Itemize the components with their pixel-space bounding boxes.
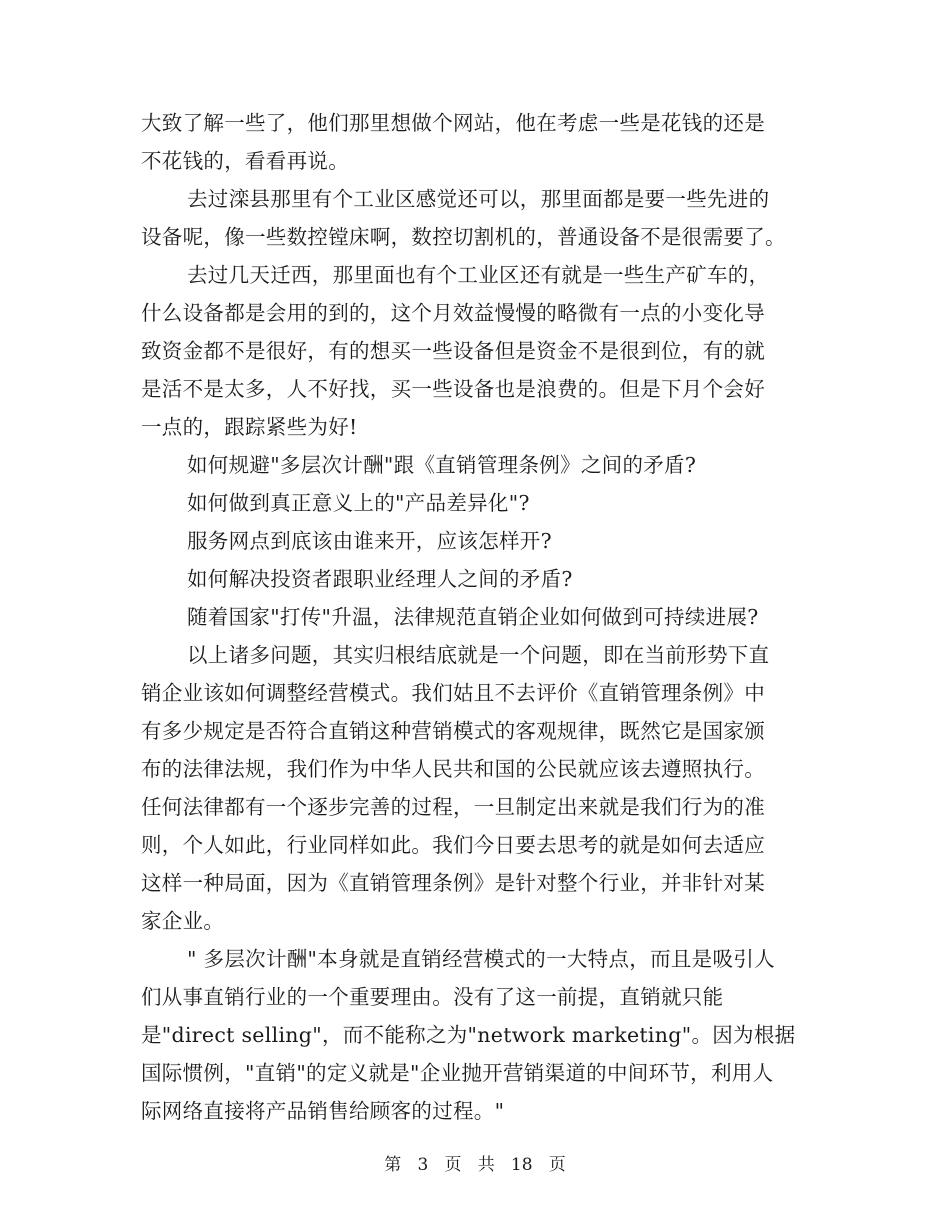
text-line: 致资金都不是很好，有的想买一些设备但是资金不是很到位，有的就 [141, 339, 765, 363]
question-line: 如何做到真正意义上的"产品差异化"? [187, 491, 530, 515]
text-line: 有多少规定是否符合直销这种营销模式的客观规律，既然它是国家颁 [141, 719, 765, 743]
text-line: 们从事直销行业的一个重要理由。没有了这一前提，直销就只能 [141, 985, 724, 1009]
text-line: 布的法律法规，我们作为中华人民共和国的公民就应该去遵照执行。 [141, 757, 765, 781]
footer-page-word: 页 [444, 1155, 462, 1175]
total-pages-number: 18 [510, 1155, 533, 1175]
footer-total-word: 共 [477, 1155, 495, 1175]
text-line: 是"direct selling"，而不能称之为"network marketing"。因为根据 [141, 1023, 796, 1047]
paragraph-start-line: 去过几天迁西，那里面也有个工业区还有就是一些生产矿车的， [187, 263, 770, 287]
paragraph-start-line: " 多层次计酬"本身就是直销经营模式的一大特点，而且是吸引人 [187, 947, 775, 971]
text-line: 国际惯例，"直销"的定义就是"企业抛开营销渠道的中间环节，利用人 [141, 1061, 774, 1085]
text-line: 销企业该如何调整经营模式。我们姑且不去评价《直销管理条例》中 [141, 681, 765, 705]
text-line: 这样一种局面，因为《直销管理条例》是针对整个行业，并非针对某 [141, 871, 765, 895]
text-line: 是活不是太多，人不好找，买一些设备也是浪费的。但是下月个会好 [141, 377, 765, 401]
question-line: 如何规避"多层次计酬"跟《直销管理条例》之间的矛盾? [187, 453, 697, 477]
text-line: 不花钱的，看看再说。 [141, 149, 349, 173]
text-line: 设备呢，像一些数控镗床啊，数控切割机的，普通设备不是很需要了。 [141, 225, 786, 249]
text-line: 则，个人如此，行业同样如此。我们今日要去思考的就是如何去适应 [141, 833, 765, 857]
text-line: 大致了解一些了，他们那里想做个网站，他在考虑一些是花钱的还是 [141, 111, 765, 135]
question-line: 随着国家"打传"升温，法律规范直销企业如何做到可持续进展? [187, 605, 759, 629]
body-text [141, 104, 809, 1130]
footer-suffix: 页 [548, 1155, 566, 1175]
text-line: 一点的，跟踪紧些为好! [141, 415, 358, 439]
paragraph-start-line: 以上诸多问题，其实归根结底就是一个问题，即在当前形势下直 [187, 643, 770, 667]
text-line: 任何法律都有一个逐步完善的过程，一旦制定出来就是我们行为的准 [141, 795, 765, 819]
paragraph-start-line: 去过滦县那里有个工业区感觉还可以，那里面都是要一些先进的 [187, 187, 770, 211]
question-line: 如何解决投资者跟职业经理人之间的矛盾? [187, 567, 573, 591]
current-page-number: 3 [417, 1155, 429, 1175]
text-line: 际网络直接将产品销售给顾客的过程。" [141, 1099, 505, 1123]
text-line: 家企业。 [141, 909, 225, 933]
footer-prefix: 第 [384, 1155, 402, 1175]
page-footer [0, 1150, 950, 1175]
text-line: 什么设备都是会用的到的，这个月效益慢慢的略微有一点的小变化导 [141, 301, 765, 325]
question-line: 服务网点到底该由谁来开，应该怎样开? [187, 529, 552, 553]
